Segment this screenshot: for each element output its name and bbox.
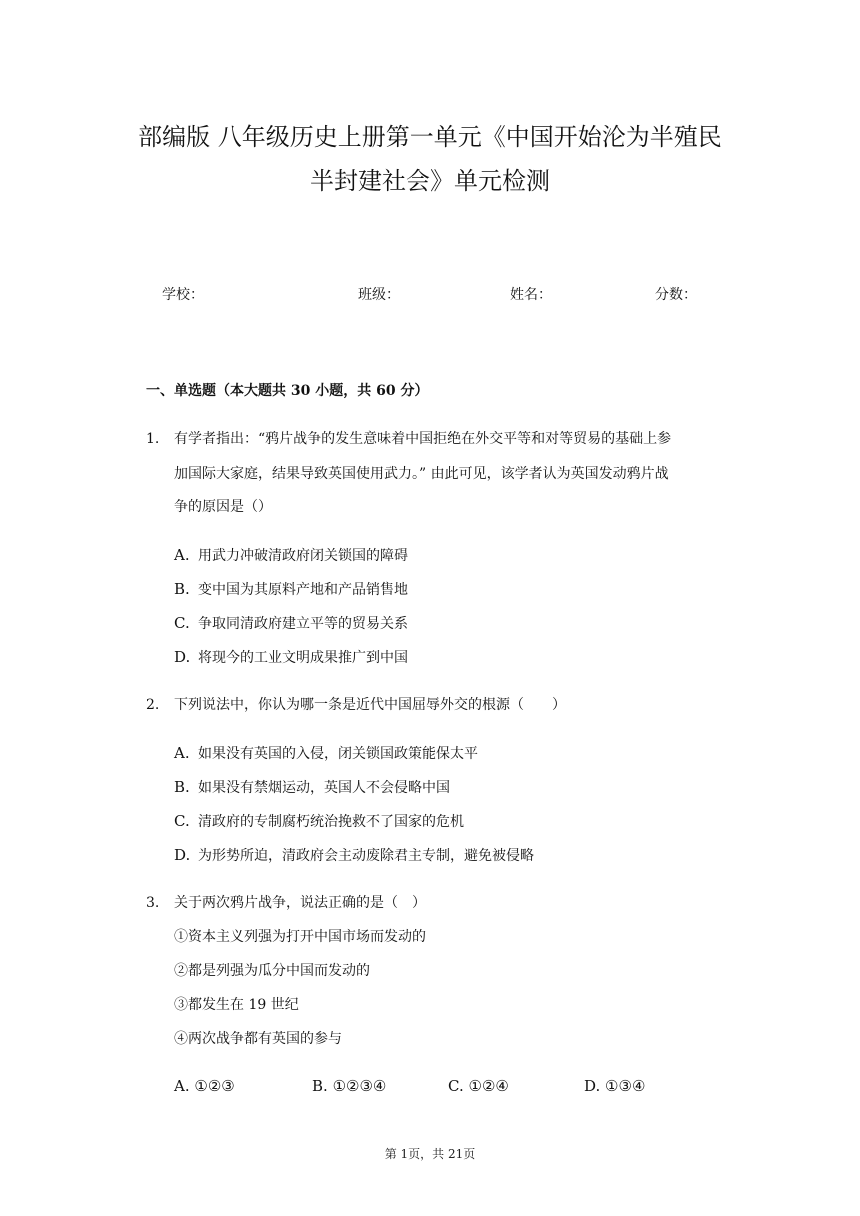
option-letter: C. (448, 1077, 464, 1095)
class-label: 班级： (358, 287, 400, 303)
option-text: 如果没有英国的入侵，闭关锁国政策能保太平 (198, 746, 478, 762)
option-text: 变中国为其原料产地和产品销售地 (198, 582, 408, 598)
document-title-line-2: 半封建社会》单元检测 (310, 167, 550, 195)
option-text: 用武力冲破清政府闭关锁国的障碍 (198, 548, 408, 564)
option-d[interactable] (584, 1077, 645, 1095)
question-statement: ①资本主义列强为打开中国市场而发动的 (174, 929, 426, 945)
question-text-line: 关于两次鸦片战争，说法正确的是（ ） (174, 895, 426, 911)
option-text: ①②③④ (332, 1077, 387, 1095)
question-number: 3. (146, 895, 160, 911)
option-c[interactable] (174, 614, 408, 633)
question-number: 1. (146, 431, 160, 447)
option-text: 如果没有禁烟运动，英国人不会侵略中国 (198, 780, 450, 796)
question-text-line: 下列说法中，你认为哪一条是近代中国屈辱外交的根源（ ） (174, 697, 566, 713)
question-text-line: 争的原因是（） (174, 499, 272, 515)
option-d[interactable] (174, 648, 408, 667)
option-letter: B. (174, 580, 190, 598)
option-letter: C. (174, 614, 190, 632)
option-letter: A. (174, 1077, 190, 1095)
option-text: 为形势所迫，清政府会主动废除君主专制，避免被侵略 (198, 848, 534, 864)
option-text: ①②③ (194, 1077, 235, 1095)
option-letter: A. (174, 744, 190, 762)
question-statement: ②都是列强为瓜分中国而发动的 (174, 963, 370, 979)
option-b[interactable] (174, 778, 450, 797)
question-statement: ④两次战争都有英国的参与 (174, 1031, 342, 1047)
option-text: ①③④ (605, 1077, 646, 1095)
option-text: 将现今的工业文明成果推广到中国 (198, 650, 408, 666)
option-a[interactable] (174, 1077, 235, 1095)
option-letter: A. (174, 546, 190, 564)
option-b[interactable] (174, 580, 408, 599)
option-a[interactable] (174, 744, 478, 763)
school-label: 学校： (162, 287, 204, 303)
name-label: 姓名： (510, 287, 552, 303)
question-number: 2. (146, 697, 160, 713)
option-letter: D. (584, 1077, 601, 1095)
option-text: 清政府的专制腐朽统治挽救不了国家的危机 (198, 814, 464, 830)
score-label: 分数： (655, 287, 697, 303)
option-c[interactable] (448, 1077, 509, 1095)
option-letter: D. (174, 846, 191, 864)
option-letter: B. (174, 778, 190, 796)
option-d[interactable] (174, 846, 534, 865)
option-text: 争取同清政府建立平等的贸易关系 (198, 616, 408, 632)
option-a[interactable] (174, 546, 408, 565)
option-c[interactable] (174, 812, 464, 831)
option-b[interactable] (312, 1077, 386, 1095)
section-heading: 一、单选题（本大题共 30 小题，共 60 分） (146, 383, 429, 399)
document-title-line-1: 部编版 八年级历史上册第一单元《中国开始沦为半殖民 (138, 123, 722, 151)
option-text: ①②④ (468, 1077, 509, 1095)
option-letter: B. (312, 1077, 328, 1095)
option-letter: D. (174, 648, 191, 666)
question-statement: ③都发生在 19 世纪 (174, 997, 299, 1013)
question-text-line: 有学者指出：“鸦片战争的发生意味着中国拒绝在外交平等和对等贸易的基础上参 (174, 431, 672, 447)
question-text-line: 加国际大家庭，结果导致英国使用武力。” 由此可见，该学者认为英国发动鸦片战 (174, 466, 669, 482)
option-letter: C. (174, 812, 190, 830)
page-footer: 第 1页，共 21页 (384, 1147, 476, 1161)
